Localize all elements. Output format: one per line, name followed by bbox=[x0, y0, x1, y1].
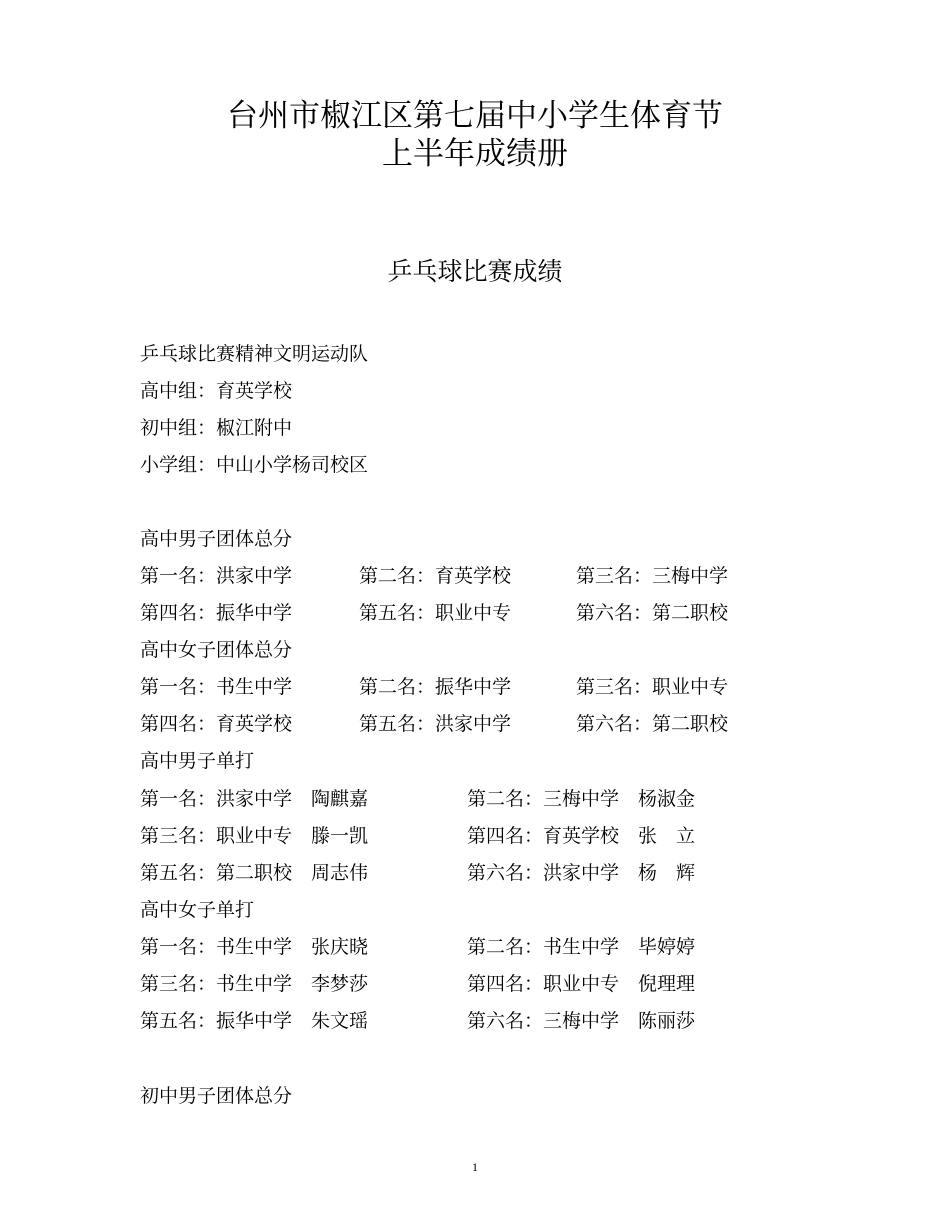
page-number: 1 bbox=[472, 1160, 478, 1174]
boys-team-result: 第一名：洪家中学 bbox=[140, 565, 293, 587]
section-title: 乒乓球比赛成绩 bbox=[387, 257, 563, 286]
girls-single-result: 第六名：三梅中学 陈丽莎 bbox=[467, 1010, 696, 1032]
boys-single-result: 第二名：三梅中学 杨淑金 bbox=[467, 788, 696, 810]
boys-single-result: 第六名：洪家中学 杨 辉 bbox=[467, 862, 696, 884]
boys-team-result: 第五名：职业中专 bbox=[359, 602, 512, 624]
girls-single-result: 第二名：书生中学 毕婷婷 bbox=[467, 936, 696, 958]
boys-team-result: 第四名：振华中学 bbox=[140, 602, 293, 624]
boys-team-result: 第二名：育英学校 bbox=[359, 565, 512, 587]
girls-team-result: 第一名：书生中学 bbox=[140, 676, 293, 698]
girls-single-result: 第五名：振华中学 朱文瑶 bbox=[140, 1010, 369, 1032]
boys-team-heading: 高中男子团体总分 bbox=[140, 528, 293, 550]
middle-boys-team-heading: 初中男子团体总分 bbox=[140, 1085, 293, 1107]
boys-team-result: 第三名：三梅中学 bbox=[576, 565, 729, 587]
girls-single-heading: 高中女子单打 bbox=[140, 899, 255, 921]
girls-single-result: 第四名：职业中专 倪理理 bbox=[467, 973, 696, 995]
boys-single-heading: 高中男子单打 bbox=[140, 750, 255, 772]
boys-single-result: 第一名：洪家中学 陶麒嘉 bbox=[140, 788, 369, 810]
girls-team-result: 第二名：振华中学 bbox=[359, 676, 512, 698]
spirit-heading: 乒乓球比赛精神文明运动队 bbox=[140, 343, 369, 365]
boys-team-result: 第六名：第二职校 bbox=[576, 602, 729, 624]
girls-team-heading: 高中女子团体总分 bbox=[140, 639, 293, 661]
boys-single-result: 第三名：职业中专 滕一凯 bbox=[140, 825, 369, 847]
girls-team-result: 第三名：职业中专 bbox=[576, 676, 729, 698]
girls-team-result: 第五名：洪家中学 bbox=[359, 713, 512, 735]
spirit-middle: 初中组：椒江附中 bbox=[140, 417, 293, 439]
girls-single-result: 第一名：书生中学 张庆晓 bbox=[140, 936, 369, 958]
boys-single-result: 第五名：第二职校 周志伟 bbox=[140, 862, 369, 884]
doc-title-line1: 台州市椒江区第七届中小学生体育节 bbox=[227, 98, 723, 134]
girls-team-result: 第四名：育英学校 bbox=[140, 713, 293, 735]
spirit-primary: 小学组：中山小学杨司校区 bbox=[140, 454, 369, 476]
spirit-high: 高中组：育英学校 bbox=[140, 380, 293, 402]
girls-team-result: 第六名：第二职校 bbox=[576, 713, 729, 735]
boys-single-result: 第四名：育英学校 张 立 bbox=[467, 825, 696, 847]
doc-title-line2: 上半年成绩册 bbox=[382, 136, 568, 172]
girls-single-result: 第三名：书生中学 李梦莎 bbox=[140, 973, 369, 995]
